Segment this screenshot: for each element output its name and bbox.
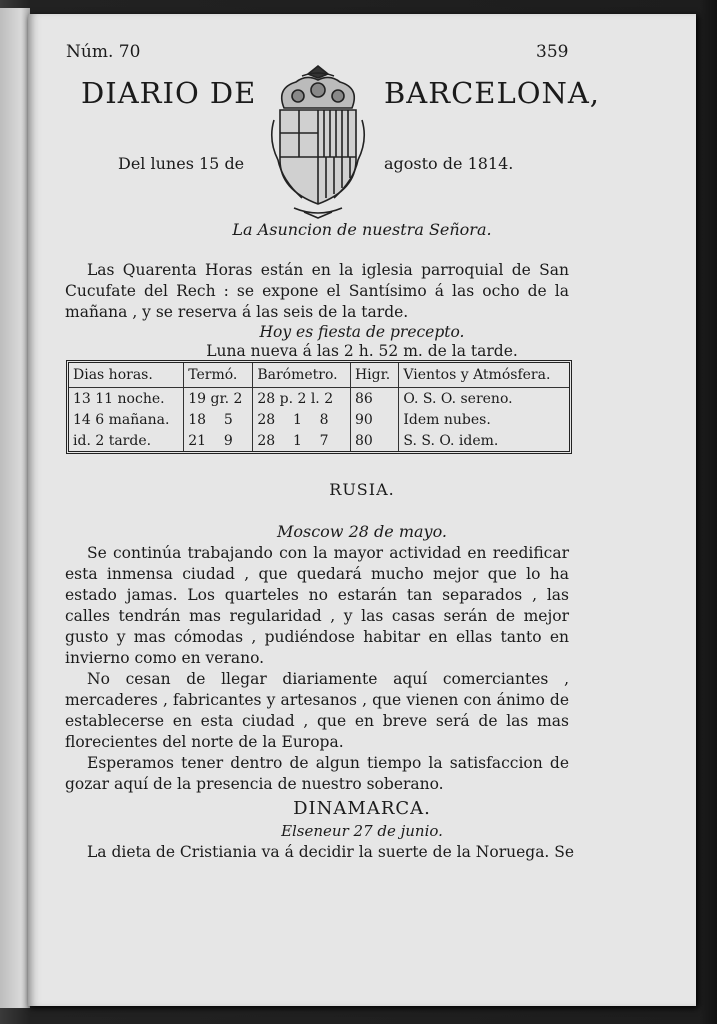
table-cell: 86 [350, 388, 398, 410]
dateline-elseneur: Elseneur 27 de junio. [281, 822, 443, 840]
table-cell: Idem nubes. [399, 409, 569, 430]
table-cell: 28 1 7 [253, 430, 351, 451]
masthead-title-left: DIARIO DE [81, 76, 257, 110]
table-cell: S. S. O. idem. [399, 430, 569, 451]
table-cell: 80 [350, 430, 398, 451]
table-cell: 14 6 mañana. [73, 411, 170, 428]
intro-paragraph [65, 260, 569, 323]
table-cell: 21 9 [184, 430, 253, 451]
weather-header-thermo: Termó. [184, 363, 253, 388]
section-heading-rusia: RUSIA. [329, 480, 395, 499]
holiday-note: Hoy es fiesta de precepto. [259, 323, 465, 341]
feast-of-day: La Asuncion de nuestra Señora. [232, 220, 492, 239]
issue-number: Núm. 70 [66, 42, 141, 62]
article-paragraph: Se continúa trabajando con la mayor actividad en reedificar esta inmensa ciudad , que quedará mucho mejor que lo ha estado jamas. Los quarteles no estarán tan separados , las calles tendrán mas regularidad , y las casas serán de mejor gusto y mas cómodas , pudiéndose habitar en ellas tanto en invierno como en verano. [65, 544, 569, 667]
weather-header-barometer: Barómetro. [253, 363, 351, 388]
table-row [69, 388, 569, 410]
issue-date-left: Del lunes 15 de [118, 154, 245, 173]
article-paragraph: Esperamos tener dentro de algun tiempo la satisfaccion de gozar aquí de la presencia de nuestro soberano. [65, 754, 569, 793]
rusia-article [65, 543, 569, 795]
dateline-moscow: Moscow 28 de mayo. [276, 522, 448, 541]
table-cell: 90 [350, 409, 398, 430]
table-cell: O. S. O. sereno. [399, 388, 569, 410]
page-number: 359 [536, 42, 569, 62]
masthead-title-right: BARCELONA, [384, 76, 601, 110]
newspaper-page [28, 14, 696, 1006]
issue-date-right: agosto de 1814. [384, 154, 514, 173]
table-row [69, 409, 569, 430]
table-row [69, 430, 569, 451]
table-cell: 13 11 noche. [73, 390, 165, 407]
weather-header-days: Dias horas. [69, 363, 184, 388]
dinamarca-paragraph: La dieta de Cristiania va á decidir la suerte de la Noruega. Se [87, 843, 575, 861]
intro-text: Las Quarenta Horas están en la iglesia parroquial de San Cucufate del Rech : se expone el Santísimo á las ocho de la mañana , y se reserva á las seis de la tarde. [65, 261, 569, 321]
table-cell: 18 5 [184, 409, 253, 430]
table-cell: 28 1 8 [253, 409, 351, 430]
previous-page-edge [0, 8, 30, 1008]
weather-table [66, 360, 572, 454]
barcelona-coat-of-arms-icon [264, 60, 372, 220]
table-cell: 28 p. 2 l. 2 [253, 388, 351, 410]
table-cell: 19 gr. 2 [184, 388, 253, 410]
moon-note: Luna nueva á las 2 h. 52 m. de la tarde. [206, 342, 518, 360]
weather-header-winds: Vientos y Atmósfera. [399, 363, 569, 388]
table-cell: id. 2 tarde. [73, 432, 152, 449]
section-heading-dinamarca: DINAMARCA. [293, 798, 431, 819]
weather-header-hygro: Higr. [350, 363, 398, 388]
article-paragraph: No cesan de llegar diariamente aquí comerciantes , mercaderes , fabricantes y artesanos , que vienen con ánimo de establecerse en esta ciudad , que en breve será de las mas florecientes del norte de la Europa. [65, 670, 569, 751]
